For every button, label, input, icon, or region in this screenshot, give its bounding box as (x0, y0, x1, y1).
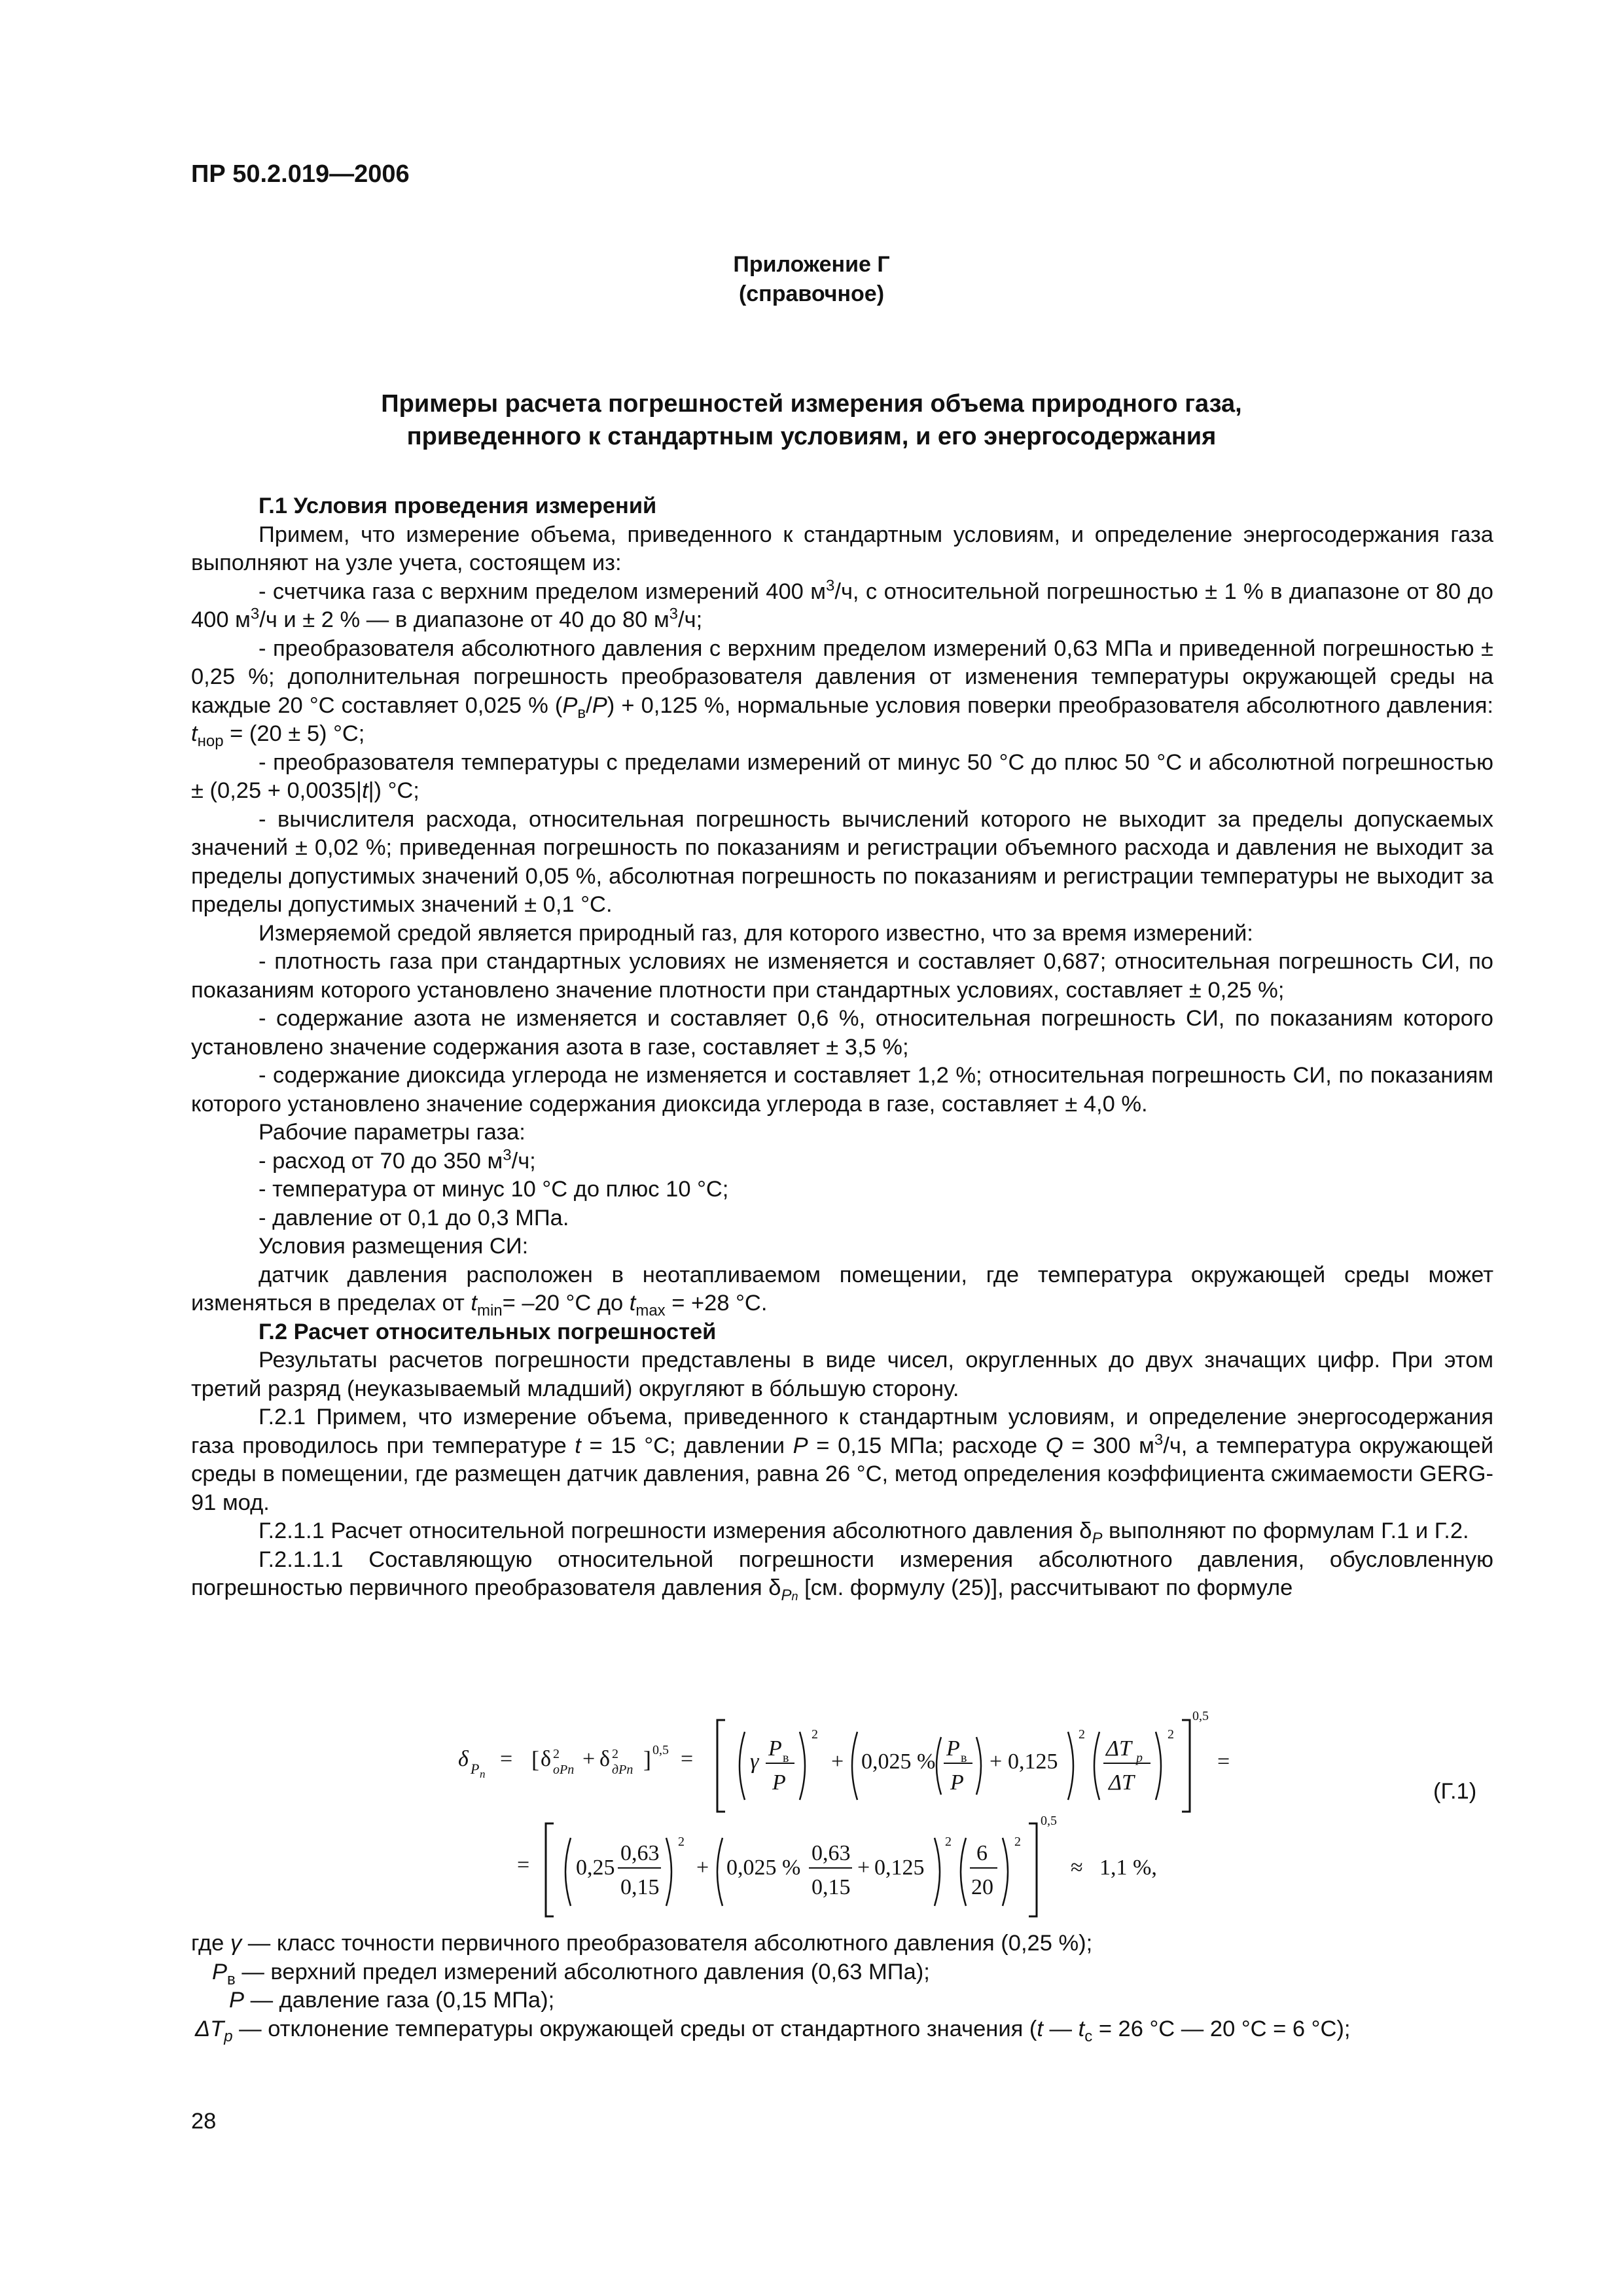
svg-text:0,125: 0,125 (874, 1856, 925, 1880)
svg-text:6: 6 (976, 1841, 988, 1865)
svg-text:+: + (990, 1749, 1003, 1774)
svg-text:+: + (857, 1856, 870, 1880)
svg-text:+: + (582, 1747, 596, 1771)
placement-heading: Условия размещения СИ: (259, 1234, 529, 1259)
svg-text:[: [ (531, 1746, 539, 1772)
param-temperature: - температура от минус 10 °С до плюс 10 °С; (259, 1177, 729, 1202)
appendix-note: (справочное) (738, 281, 885, 306)
svg-text:0,025 %: 0,025 % (861, 1749, 936, 1774)
page-number: 28 (191, 2109, 217, 2134)
formula-number: (Г.1) (1433, 1779, 1477, 1804)
formula-legend (191, 1929, 1493, 2043)
title-line-1: Примеры расчета погрешностей измерения объема природного газа, (381, 390, 1242, 418)
svg-text:дPn: дPn (612, 1763, 633, 1777)
svg-text:2: 2 (553, 1747, 560, 1761)
medium-intro: Измеряемой средой является природный газ, для которого известно, что за время измерений: (259, 920, 1253, 946)
svg-text:ΔT: ΔT (1106, 1736, 1132, 1761)
paragraph-g-2-1-1: Г.2.1.1 Расчет относительной погрешности измерения абсолютного давления $\delta_P$ выполняют по формулам Г.1 и Г.2. (259, 1518, 1469, 1547)
svg-text:δ: δ (599, 1747, 611, 1771)
item-flow-computer: - вычислителя расхода, относительная погрешность вычислений которого не выходит за пределы допускаемых значений ± 0,02 %; приведенная погрешность по показаниям и регистрации объемного расхода и давления не выходит за пределы допустимых значений 0,05 %, абсолютная погрешность по показаниям и регистрации температуры не выходит за пределы допустимых значений ± 0,1 °С. (191, 806, 1493, 917)
svg-text:2: 2 (945, 1835, 952, 1849)
svg-text:n: n (480, 1768, 486, 1780)
svg-text:20: 20 (971, 1875, 993, 1899)
svg-text:2: 2 (612, 1747, 618, 1761)
svg-text:P: P (946, 1736, 960, 1761)
svg-text:P: P (471, 1761, 480, 1777)
medium-nitrogen: - содержание азота не изменяется и составляет 0,6 %, относительная погрешность СИ, по показаниям которого установлено значение содержания азота в газе, составляет ± 3,5 %; (191, 1006, 1493, 1060)
rounding-note: Результаты расчетов погрешности представлены в виде чисел, округленных до двух значащих цифр. При этом третий разряд (неуказываемый младший) округляют в бóльшую сторону. (191, 1348, 1493, 1401)
svg-text:≈: ≈ (1071, 1856, 1083, 1880)
svg-text:p: p (1136, 1751, 1143, 1765)
svg-text:в: в (783, 1751, 789, 1765)
medium-density: - плотность газа при стандартных условиях не изменяется и составляет 0,687; относительная погрешность СИ, по показаниям которого установлено значение плотности при стандартных условиях, составляет ± 0,25 %; (191, 949, 1493, 1003)
formula-g1 (0, 1700, 1623, 1920)
svg-text:2: 2 (1168, 1727, 1174, 1742)
svg-text:P: P (950, 1770, 964, 1795)
formula-result: 1,1 %, (1099, 1856, 1157, 1880)
param-flow: - расход от 70 до 350 $м^3/ч$; (259, 1146, 536, 1174)
svg-text:δ: δ (541, 1747, 552, 1771)
formula-lhs: δ (458, 1747, 469, 1771)
title-line-2: приведенного к стандартным условиям, и его энергосодержания (406, 423, 1217, 450)
svg-text:P: P (768, 1736, 782, 1761)
item-temperature-transducer: - преобразователя температуры с пределами измерений от минус 50 °С до плюс 50 °С и абсолютной погрешностью ± (0,25 + 0,0035|t|) °С; (191, 749, 1493, 803)
svg-text:2: 2 (1014, 1835, 1021, 1849)
svg-text:]: ] (643, 1746, 651, 1772)
svg-text:+: + (831, 1749, 844, 1774)
svg-text:=: = (681, 1747, 694, 1771)
paragraph-g-2-1-1-1: Г.2.1.1.1 Составляющую относительной погрешности измерения абсолютного давления, обусловленную погрешностью первичного преобразователя давления $\delta_{Pn}$ [см. формулу (25)], рассчитывают по формуле (191, 1547, 1493, 1604)
svg-text:ΔT: ΔT (1109, 1770, 1134, 1795)
svg-text:2: 2 (812, 1727, 818, 1742)
svg-text:0,5: 0,5 (1192, 1709, 1209, 1723)
legend-dtp: $\Delta T_p$ — отклонение температуры окружающей среды от стандартного значения (t — $t_c = 26$ °С — 20 °С = 6 °С); (195, 2016, 1351, 2045)
svg-text:0,25: 0,25 (576, 1856, 615, 1880)
legend-p: P — давление газа (0,15 МПа); (229, 1988, 555, 2013)
paragraph-g-2-1: Г.2.1 Примем, что измерение объема, приведенного к стандартным условиям, и определение энергосодержания газа проводилось при температуре t = 15 °С; давлении P = 0,15 МПа; расходе Q = 300 $м^3/ч$, а температура окружающей среды в помещении, где размещен датчик давления, равна 26 °С, метод определения коэффициента сжимаемости GERG-91 мод. (191, 1405, 1494, 1515)
svg-text:0,5: 0,5 (1041, 1814, 1057, 1828)
params-heading: Рабочие параметры газа: (259, 1120, 526, 1145)
svg-text:+: + (696, 1856, 709, 1880)
svg-text:0,63: 0,63 (620, 1841, 660, 1865)
svg-text:=: = (500, 1747, 513, 1771)
item-pressure-transducer: - преобразователя абсолютного давления с верхним пределом измерений 0,63 МПа и приведенной погрешностью ± 0,25 %; дополнительная погрешность преобразователя давления от изменения температуры окружающей среды на каждые 20 °С составляет 0,025 % $(P_в/P) + 0,125$ %, нормальные условия поверки преобразователя абсолютного давления: $t_{нор} = (20 \pm 5)$ °С; (191, 636, 1493, 750)
svg-text:P: P (772, 1770, 786, 1795)
svg-text:oPn: oPn (553, 1763, 575, 1777)
medium-co2: - содержание диоксида углерода не изменяется и составляет 1,2 %; относительная погрешность СИ, по показаниям которого установлено значение содержания диоксида углерода в газе, составляет ± 4,0 %. (191, 1063, 1493, 1117)
svg-text:=: = (1217, 1749, 1230, 1774)
svg-text:0,5: 0,5 (652, 1743, 669, 1757)
placement-text: датчик давления расположен в неотапливаемом помещении, где температура окружающей среды может изменяться в пределах от $t_{min}= -20$ °С до $t_{max} = +28$ °С. (191, 1262, 1493, 1319)
section-2-heading: Г.2 Расчет относительных погрешностей (259, 1319, 717, 1344)
legend-pv: $P_в$ — верхний предел измерений абсолютного давления (0,63 МПа); (212, 1959, 930, 1988)
svg-text:2: 2 (1079, 1727, 1085, 1742)
section-1-heading: Г.1 Условия проведения измерений (259, 493, 657, 518)
svg-text:γ: γ (750, 1749, 759, 1774)
svg-text:2: 2 (678, 1835, 685, 1849)
body-text (191, 492, 1493, 1603)
param-pressure: - давление от 0,1 до 0,3 МПа. (259, 1205, 569, 1230)
svg-text:0,025 %: 0,025 % (726, 1856, 801, 1880)
svg-text:=: = (517, 1853, 530, 1877)
svg-text:0,125: 0,125 (1008, 1749, 1058, 1774)
legend-gamma: где γ — класс точности первичного преобразователя абсолютного давления (0,25 %); (191, 1931, 1093, 1956)
item-gas-counter: - счетчика газа с верхним пределом измерений 400 $м^3/ч$, с относительной погрешностью ± 1 % в диапазоне от 80 до 400 $м^3/ч$ и ± 2 % — в диапазоне от 40 до 80 $м^3/ч$; (191, 577, 1493, 632)
svg-text:в: в (961, 1751, 967, 1765)
svg-text:0,63: 0,63 (812, 1841, 851, 1865)
document-code: ПР 50.2.019—2006 (191, 160, 410, 188)
section-1-intro: Примем, что измерение объема, приведенного к стандартным условиям, и определение энергосодержания газа выполняют на узле учета, состоящем из: (191, 522, 1493, 575)
svg-text:0,15: 0,15 (620, 1875, 660, 1899)
svg-text:0,15: 0,15 (812, 1875, 851, 1899)
appendix-label: Приложение Г (733, 252, 890, 277)
